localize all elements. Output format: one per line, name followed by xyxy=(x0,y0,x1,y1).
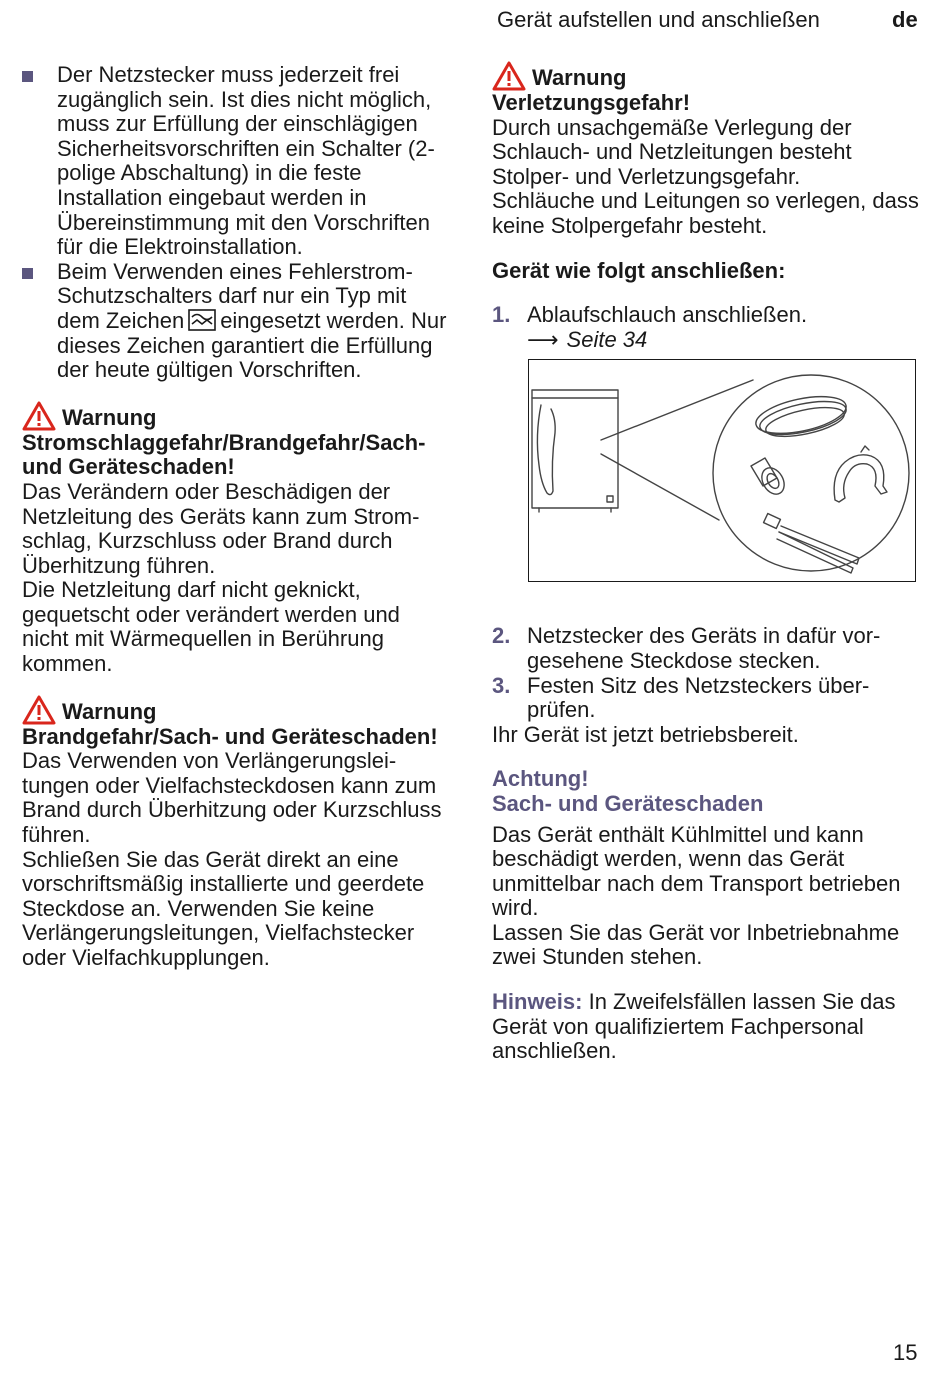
warning-triangle-icon xyxy=(22,695,56,725)
left-column xyxy=(22,63,452,971)
ready-text: Ihr Gerät ist jetzt betriebsbereit. xyxy=(492,721,799,747)
bullet-list xyxy=(22,63,452,383)
bullet-square-icon xyxy=(22,268,33,279)
cross-reference[interactable] xyxy=(492,328,922,353)
warning-text: Das Verwenden von Verlängerungsleitungen oder Vielfachsteckdosen kann zum Brand durch Überhitzung oder Kurzschluss führen. xyxy=(22,748,442,848)
attention-text: Lassen Sie das Gerät vor Inbetriebnahme zwei Stunden stehen. xyxy=(492,919,900,970)
step-text: Ablaufschlauch anschließen. xyxy=(527,302,808,328)
warning-block-electric xyxy=(22,403,452,677)
warning-label: Warnung xyxy=(532,65,627,91)
attention-label: Achtung! xyxy=(492,766,589,792)
warning-text: Die Netzleitung darf nicht geknickt, gequetscht oder verändert werden und nicht mit Wärmequellen in Berührung kommen. xyxy=(22,577,400,677)
step-list xyxy=(492,303,922,328)
warning-text: Das Verändern oder Beschädigen der Netzleitung des Geräts kann zum Stromschlag, Kurzschluss oder Brand durch Überhitzung führen. xyxy=(22,478,420,578)
note-block xyxy=(492,990,922,1064)
step-text: Festen Sitz des Netzsteckers überprüfen. xyxy=(527,672,870,723)
warning-title: Brandgefahr/Sach- und Geräteschaden! xyxy=(22,723,438,749)
step-list xyxy=(492,624,922,722)
note-text: In Zweifelsfällen lassen Sie das Gerät von qualifiziertem Fachpersonal anschließen. xyxy=(492,989,896,1064)
accessories-figure xyxy=(528,359,916,582)
warning-label: Warnung xyxy=(62,699,157,725)
warning-title: Verletzungsgefahr! xyxy=(492,90,691,115)
right-column xyxy=(492,63,922,1064)
step-text: Netzstecker des Geräts in dafür vorgesehene Steckdose stecken. xyxy=(527,623,881,673)
arrow-right-icon: ⟶ xyxy=(527,326,559,352)
list-item xyxy=(22,260,452,383)
connect-heading: Gerät wie folgt anschließen: xyxy=(492,257,786,283)
bullet-text-after: eingesetzt werden. Nur dieses Zeichen garantiert die Erfüllung der heute gültigen Vorschriften. xyxy=(57,307,447,383)
page-header xyxy=(0,8,950,36)
header-title: Gerät aufstellen und anschließen xyxy=(497,7,820,32)
warning-block-fire xyxy=(22,697,452,971)
step-number: 3. xyxy=(492,672,511,698)
warning-text: Durch unsachgemäße Verlegung der Schlauch- und Netzleitungen besteht Stolper- und Verletzungsgefahr. xyxy=(492,114,852,189)
page-reference[interactable]: Seite 34 xyxy=(566,326,648,352)
warning-block-injury xyxy=(492,63,922,239)
step-number: 1. xyxy=(492,302,511,328)
appliance-accessories-illustration xyxy=(529,360,915,581)
step-number: 2. xyxy=(492,623,511,649)
bullet-text-before: Beim Verwenden eines Fehlerstrom-Schutzschalters darf nur ein Typ mit dem Zeichen xyxy=(57,258,413,333)
page-number: 15 xyxy=(893,1340,918,1365)
attention-title: Sach- und Geräteschaden xyxy=(492,790,764,816)
attention-text: Das Gerät enthält Kühlmittel und kann beschädigt werden, wenn das Gerät unmittelbar nach dem Transport betrieben wird. xyxy=(492,821,901,921)
attention-block xyxy=(492,767,922,970)
step-item xyxy=(492,674,922,723)
step-item xyxy=(492,303,922,328)
warning-label: Warnung xyxy=(62,405,157,431)
rcd-symbol-icon xyxy=(188,309,216,331)
bullet-text: Der Netzstecker muss jederzeit frei zugänglich sein. Ist dies nicht möglich, muss zur Erfüllung der einschlägigen Sicherheitsvorschriften ein Schalter (2-polige Abschaltung) in die feste Installation eingebaut werden in Übereinstimmung mit den Vorschriften für die Elektroinstallation. xyxy=(57,62,435,260)
note-label: Hinweis: xyxy=(492,989,583,1015)
warning-triangle-icon xyxy=(22,401,56,431)
warning-triangle-icon xyxy=(492,61,526,91)
warning-text: Schläuche und Leitungen so verlegen, dass keine Stolpergefahr besteht. xyxy=(492,188,919,238)
step-item xyxy=(492,624,922,673)
warning-title: Stromschlaggefahr/Brandgefahr/Sach- und Geräteschaden! xyxy=(22,429,426,480)
warning-text: Schließen Sie das Gerät direkt an eine vorschriftsmäßig installierte und geerdete Steckdose an. Verwenden Sie keine Verlängerungsleitungen, Vielfachstecker oder Vielfachkupplungen. xyxy=(22,846,425,970)
bullet-square-icon xyxy=(22,71,33,82)
header-language: de xyxy=(892,7,918,32)
list-item xyxy=(22,63,452,260)
